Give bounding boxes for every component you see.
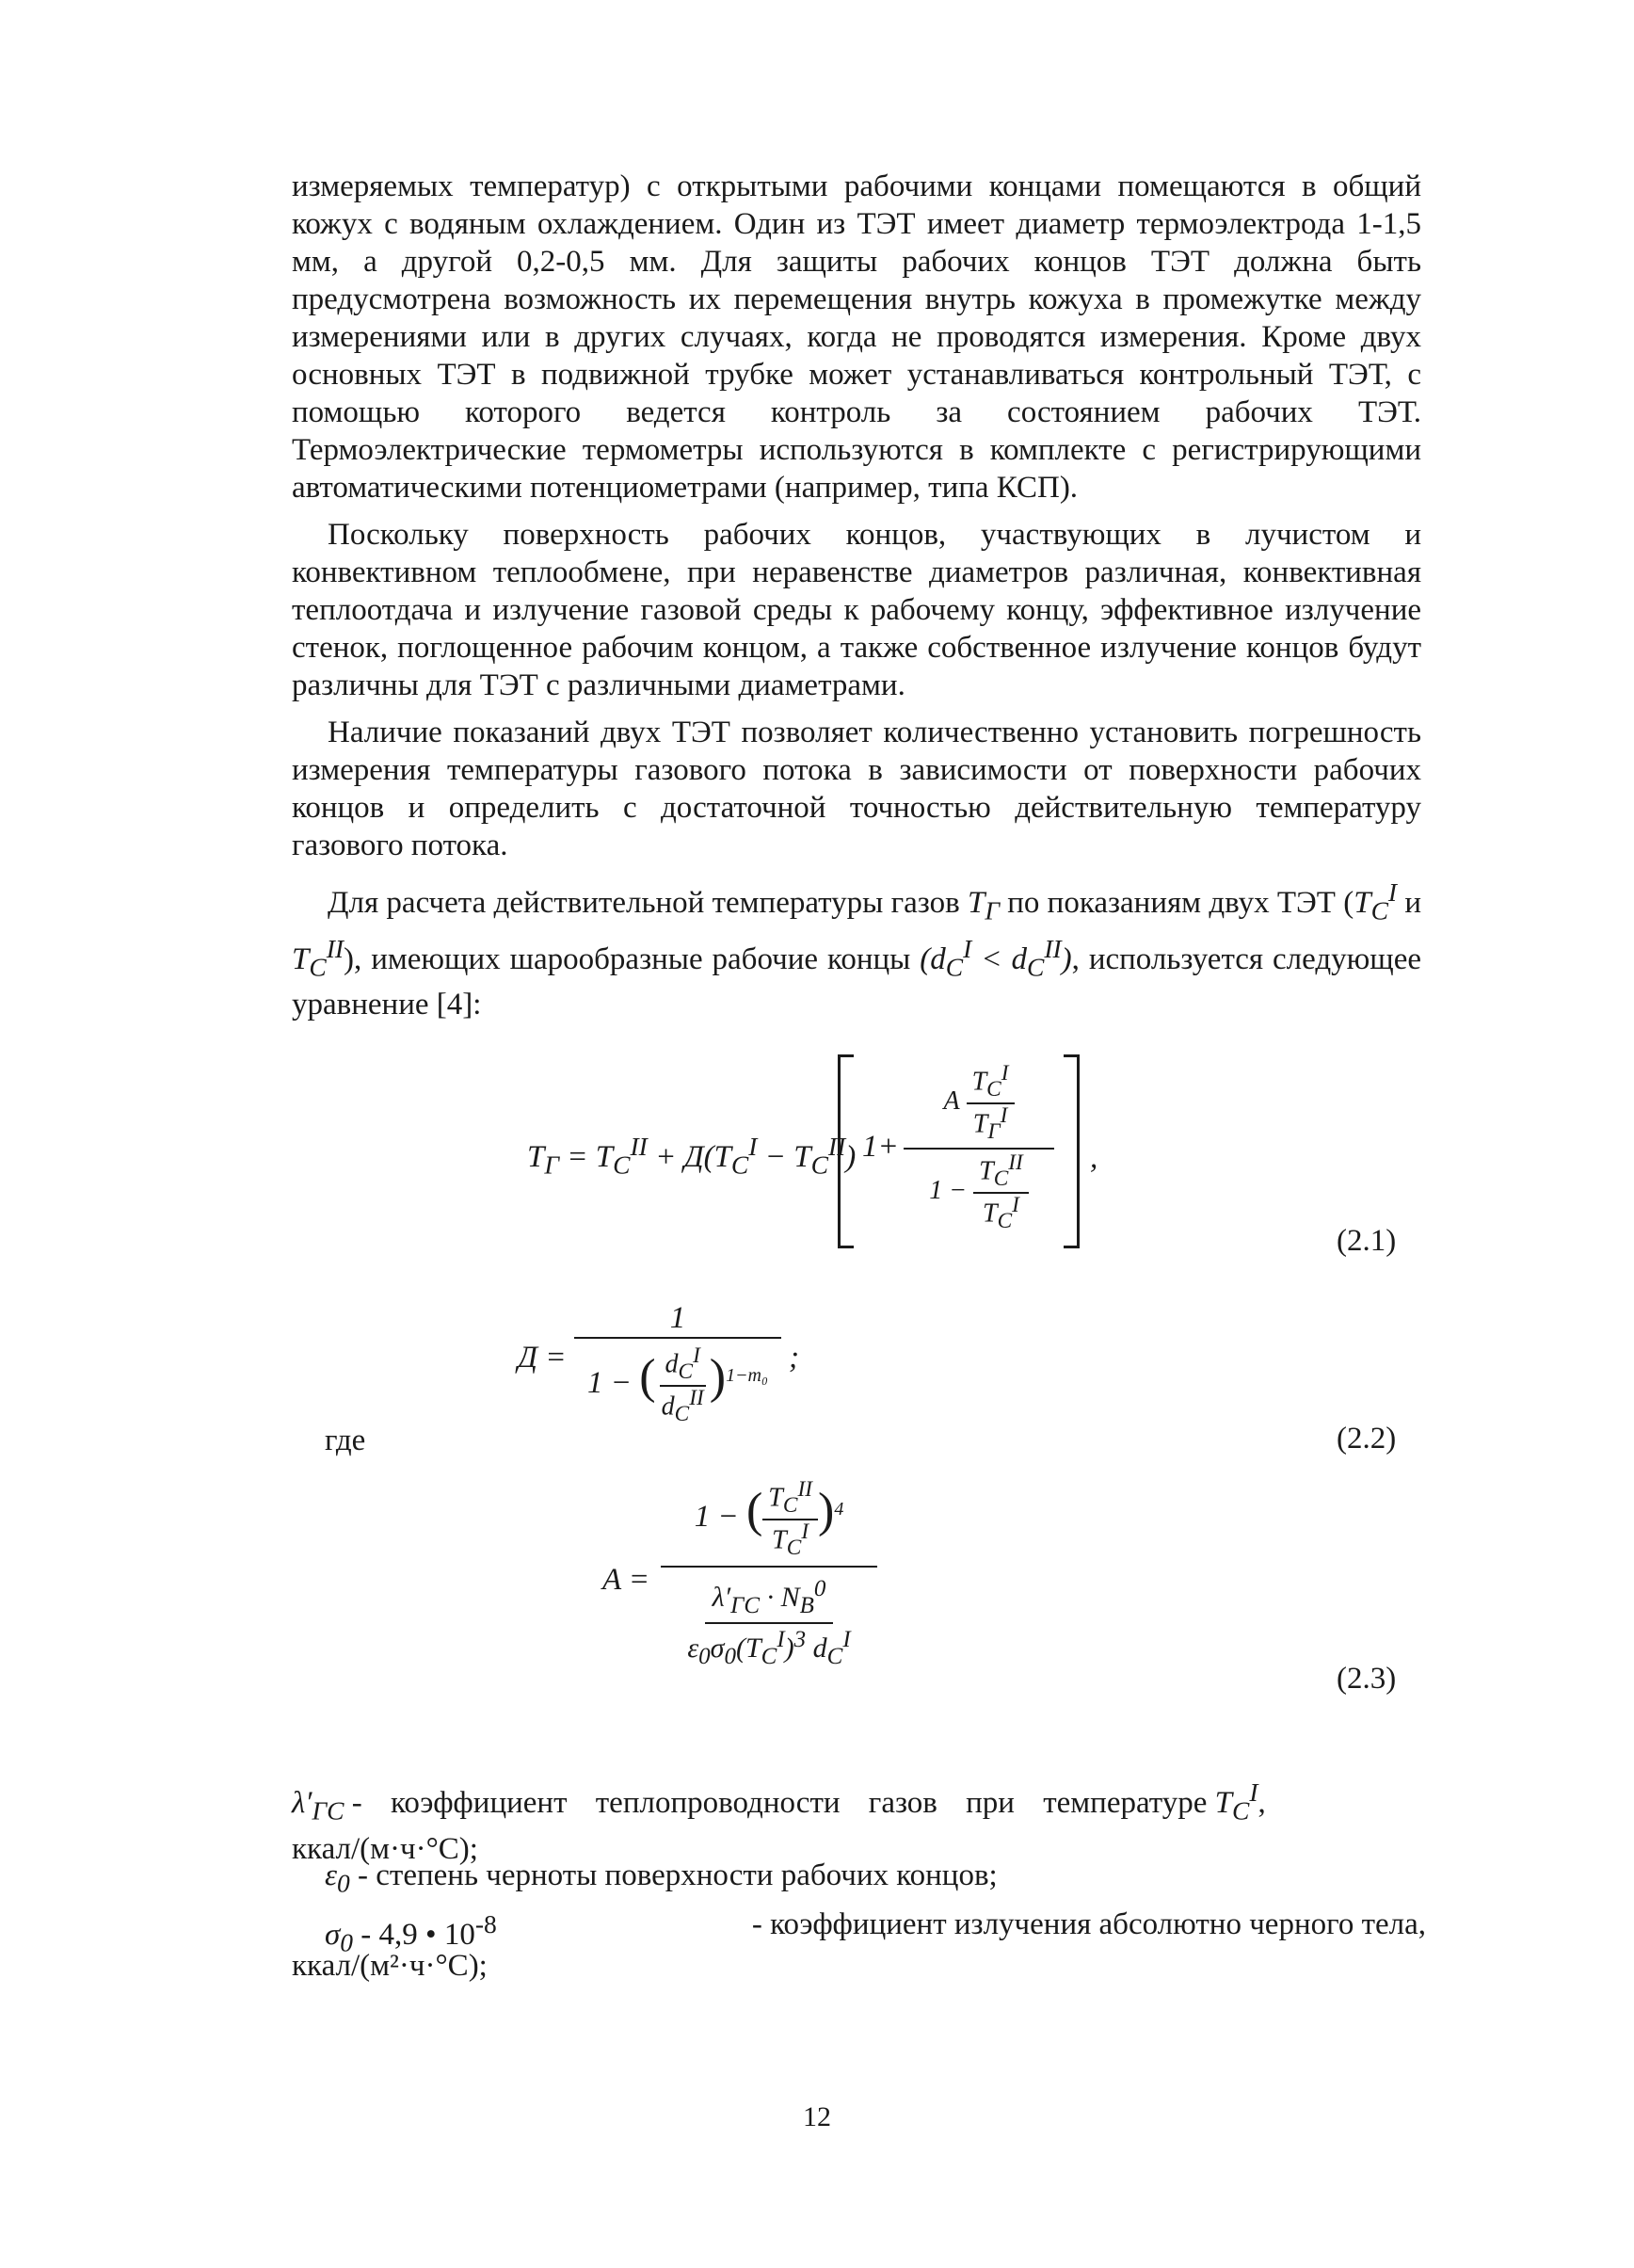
paragraph-4: Для расчета действительной температуры газов $T_Г$ по показаниям двух ТЭТ ($T_C^I$ и $T_C^{II}$), имеющих шарообразные рабочие концы $(d_C^I < d_C^{II})$, используется следующее уравнение [4]:	[292, 877, 1422, 1022]
paragraph-3: Наличие показаний двух ТЭТ позволяет количественно установить погрешность измерения температуры газового потока в зависимости от поверхности рабочих концов и определить с достаточной точностью действительную температуру газового потока.	[292, 716, 1421, 862]
where-label: где	[325, 1424, 366, 1457]
equation-2-2: Д = 1 1 − ( $\frac{d_C^I}{d_C^{II}}$ )$^{1-m_0}$ ;	[518, 1301, 799, 1426]
sigma-unit: ккал/(м²·ч·°С);	[292, 1949, 488, 1983]
diameter-inequality: $(d_C^I < d_C^{II})$	[920, 933, 1072, 982]
definition-epsilon: $\varepsilon_0$ - степень черноты поверхности рабочих концов;	[325, 1858, 998, 1898]
equation-number-2-1: (2.1)	[1337, 1224, 1397, 1258]
equation-number-2-2: (2.2)	[1337, 1422, 1397, 1456]
body-text	[292, 168, 1421, 1033]
symbol-sigma: $\sigma_0$	[325, 1918, 354, 1957]
definition-sigma: $\sigma_0 - 4,9$ • $10^{-8}$ - коэффициент излучения абсолютно черного тела,	[325, 1907, 1426, 1957]
equation-number-2-3: (2.3)	[1337, 1662, 1397, 1696]
symbol-tg: $T_Г$	[967, 886, 1000, 925]
definition-lambda: $\lambda'_{ГС}$ - коэффициент теплопроводности газов при температуре $T_C^I$, ккал/(м·ч·°С);	[292, 1777, 1266, 1866]
symbol-lambda: $\lambda'_{ГС}$	[292, 1786, 344, 1826]
equation-2-3: A = 1 − ( $\frac{T_C^{II}}{T_C^I}$ )$^4$ $\lambda'_{ГС} \cdot N_B^0$ $\varepsilon_0\sigma_0(T_C^I)^3$ $d_C^I$	[602, 1478, 885, 1676]
paragraph-1: измеряемых температур) с открытыми рабочими концами помещаются в общий кожух с водяным охлаждением. Один из ТЭТ имеет диаметр термоэлектрода 1-1,5 мм, а другой 0,2-0,5 мм. Для защиты рабочих концов ТЭТ должна быть предусмотрена возможность их перемещения внутрь кожуха в промежутке между измерениями или в других случаях, когда не проводятся измерения. Кроме двух основных ТЭТ в подвижной трубке может устанавливаться контрольный ТЭТ, с помощью которого ведется контроль за состоянием рабочих ТЭТ. Термоэлектрические термометры используются в комплекте с регистрирующими автоматическими потенциометрами (например, типа КСП).	[292, 169, 1421, 505]
equation-2-1: $T_Г = T_C^{II} + Д(T_C^I - T_C^{II})$ 1+ A $\frac{T_C^I}{T_Г^I}$ 1 − $\frac{T_C^{II}}{T_C^I}$ ,	[527, 1054, 1017, 1262]
paragraph-2: Поскольку поверхность рабочих концов, участвующих в лучистом и конвективном теплообмене, при неравенстве диаметров различная, конвективная теплоотдача и излучение газовой среды к рабочему концу, эффективное излучение стенок, поглощенное рабочим концом, а также собственное излучение концов будут различны для ТЭТ с различными диаметрами.	[292, 518, 1421, 702]
symbol-epsilon: $\varepsilon_0$	[325, 1858, 350, 1898]
page-number: 12	[803, 2101, 831, 2132]
